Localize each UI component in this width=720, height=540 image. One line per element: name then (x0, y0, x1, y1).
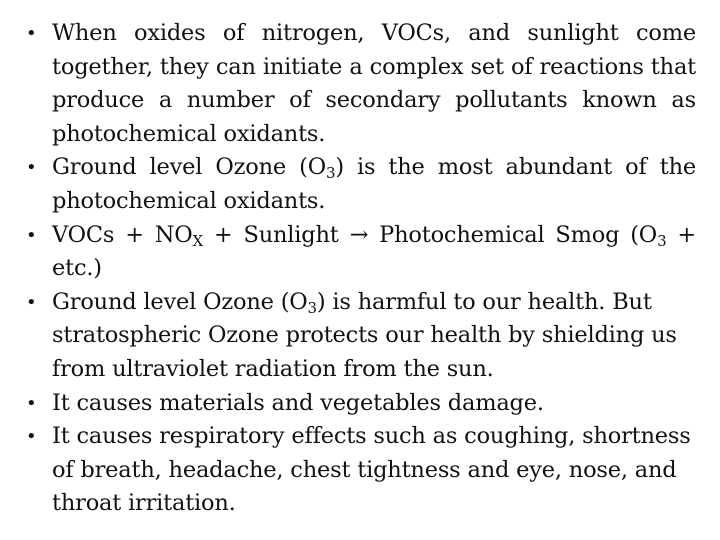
bullet-text-part: + Sunlight → Photochemical Smog (O (203, 221, 658, 248)
bullet-text-part: ) is the most abundant of the photochemical oxidants. (52, 154, 696, 214)
bullet-list (26, 17, 696, 521)
subscript: 3 (325, 164, 336, 183)
bullet-item-respiratory-effects (26, 420, 696, 521)
bullet-item-smog-equation (26, 219, 696, 286)
subscript: 3 (657, 231, 667, 250)
bullet-item-nox-vocs-sunlight (26, 17, 696, 151)
bullet-text-part: + etc.) (52, 221, 696, 282)
bullet-text: When oxides of nitrogen, VOCs, and sunlight come together, they can initiate a complex set of reactions that produce a number of secondary pollutants known as photochemical oxidants. (52, 20, 696, 147)
bullet-icon: • (26, 426, 37, 448)
bullet-item-materials-damage (26, 387, 696, 421)
bullet-item-ozone-harmful (26, 286, 696, 387)
bullet-text: It causes materials and vegetables damage. (52, 389, 544, 416)
bullet-icon: • (26, 291, 37, 313)
bullet-text (52, 222, 696, 282)
bullet-text-part: VOCs + NO (52, 221, 193, 248)
bullet-icon: • (26, 224, 37, 246)
bullet-item-ozone-abundant (26, 151, 696, 218)
bullet-icon: • (26, 23, 37, 44)
bullet-text-part: Ground level Ozone (O (52, 154, 326, 181)
bullet-icon: • (26, 392, 37, 414)
subscript: 3 (307, 298, 317, 317)
bullet-text (52, 289, 677, 382)
bullet-text-part: Ground level Ozone (O (52, 288, 308, 315)
bullet-icon: • (26, 157, 37, 179)
bullet-text: It causes respiratory effects such as coughing, shortness of breath, headache, chest tightness and eye, nose, and throat irritation. (52, 423, 691, 517)
bullet-text (52, 154, 696, 214)
bullet-text-part: ) is harmful to our health. But stratospheric Ozone protects our health by shielding us from ultraviolet radiation from the sun. (52, 288, 677, 382)
subscript: X (192, 231, 203, 250)
